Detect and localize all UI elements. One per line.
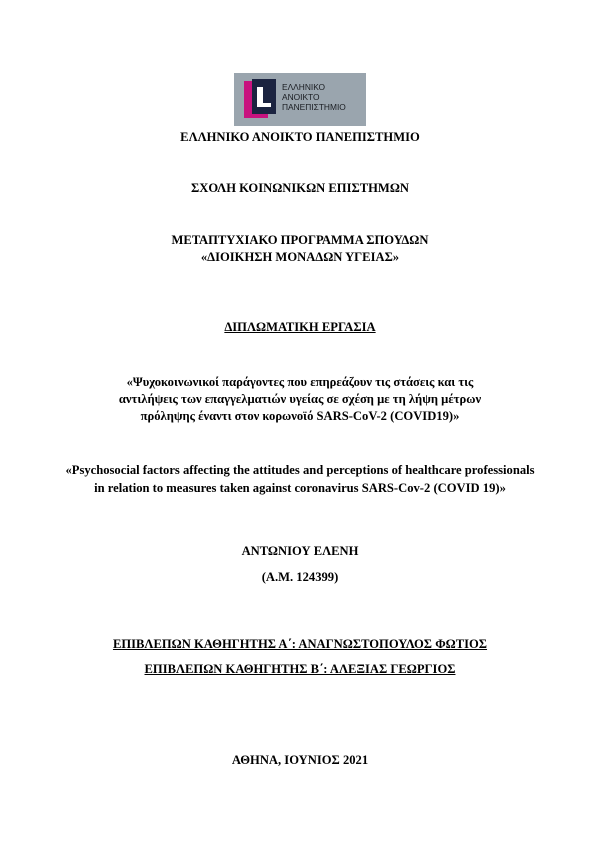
supervisor-a-label: ΕΠΙΒΛΕΠΩΝ ΚΑΘΗΓΗΤΗΣ Α΄: ΑΝΑΓΝΩΣΤΟΠΟΥΛΟΣ ΦΩΤΙΟΣ [112, 637, 488, 651]
program-title: «ΔΙΟΙΚΗΣΗ ΜΟΝΑΔΩΝ ΥΓΕΙΑΣ» [200, 250, 400, 264]
supervisor-a [0, 637, 600, 652]
school-name: ΣΧΟΛΗ ΚΟΙΝΩΝΙΚΩΝ ΕΠΙΣΤΗΜΩΝ [190, 181, 410, 195]
author-name: ΑΝΤΩΝΙΟΥ ΕΛΕΝΗ [241, 544, 359, 558]
logo-text-line: ΠΑΝΕΠΙΣΤΗΜΙΟ [282, 102, 346, 113]
logo-text-line: ΑΝΟΙΚΤΟ [282, 92, 320, 103]
program-name: ΜΕΤΑΠΤΥΧΙΑΚΟ ΠΡΟΓΡΑΜΜΑ ΣΠΟΥΔΩΝ [171, 233, 429, 247]
place-date: ΑΘΗΝΑ, ΙΟΥΝΙΟΣ 2021 [231, 753, 369, 767]
thesis-type [0, 320, 600, 335]
thesis-type-label: ΔΙΠΛΩΜΑΤΙΚΗ ΕΡΓΑΣΙΑ [224, 320, 376, 334]
thesis-title-greek: «Ψυχοκοινωνικοί παράγοντες που επηρεάζουν τις στάσεις και τις αντιλήψεις των επαγγελματιών υγείας σε σχέση με τη λήψη μέτρων πρόληψης έναντι στον κορωνοϊό SARS-CoV-2 (COVID19)» [118, 375, 482, 423]
logo-text-line: ΕΛΛΗΝΙΚΟ [282, 82, 326, 92]
eap-logo-mark-icon [244, 79, 278, 120]
supervisor-b-label: ΕΠΙΒΛΕΠΩΝ ΚΑΘΗΓΗΤΗΣ Β΄: ΑΛΕΞΙΑΣ ΓΕΩΡΓΙΟΣ [144, 662, 456, 676]
logo-wordmark [282, 82, 366, 113]
supervisor-b [0, 662, 600, 677]
university-name: ΕΛΛΗΝΙΚΟ ΑΝΟΙΚΤΟ ΠΑΝΕΠΙΣΤΗΜΙΟ [180, 130, 420, 144]
university-logo [234, 73, 366, 126]
thesis-title-english: «Psychosocial factors affecting the attitudes and perceptions of healthcare professionals in relation to measures taken against coronavirus SARS-Cov-2 (COVID 19)» [65, 463, 535, 495]
student-id: (Α.Μ. 124399) [261, 570, 339, 584]
